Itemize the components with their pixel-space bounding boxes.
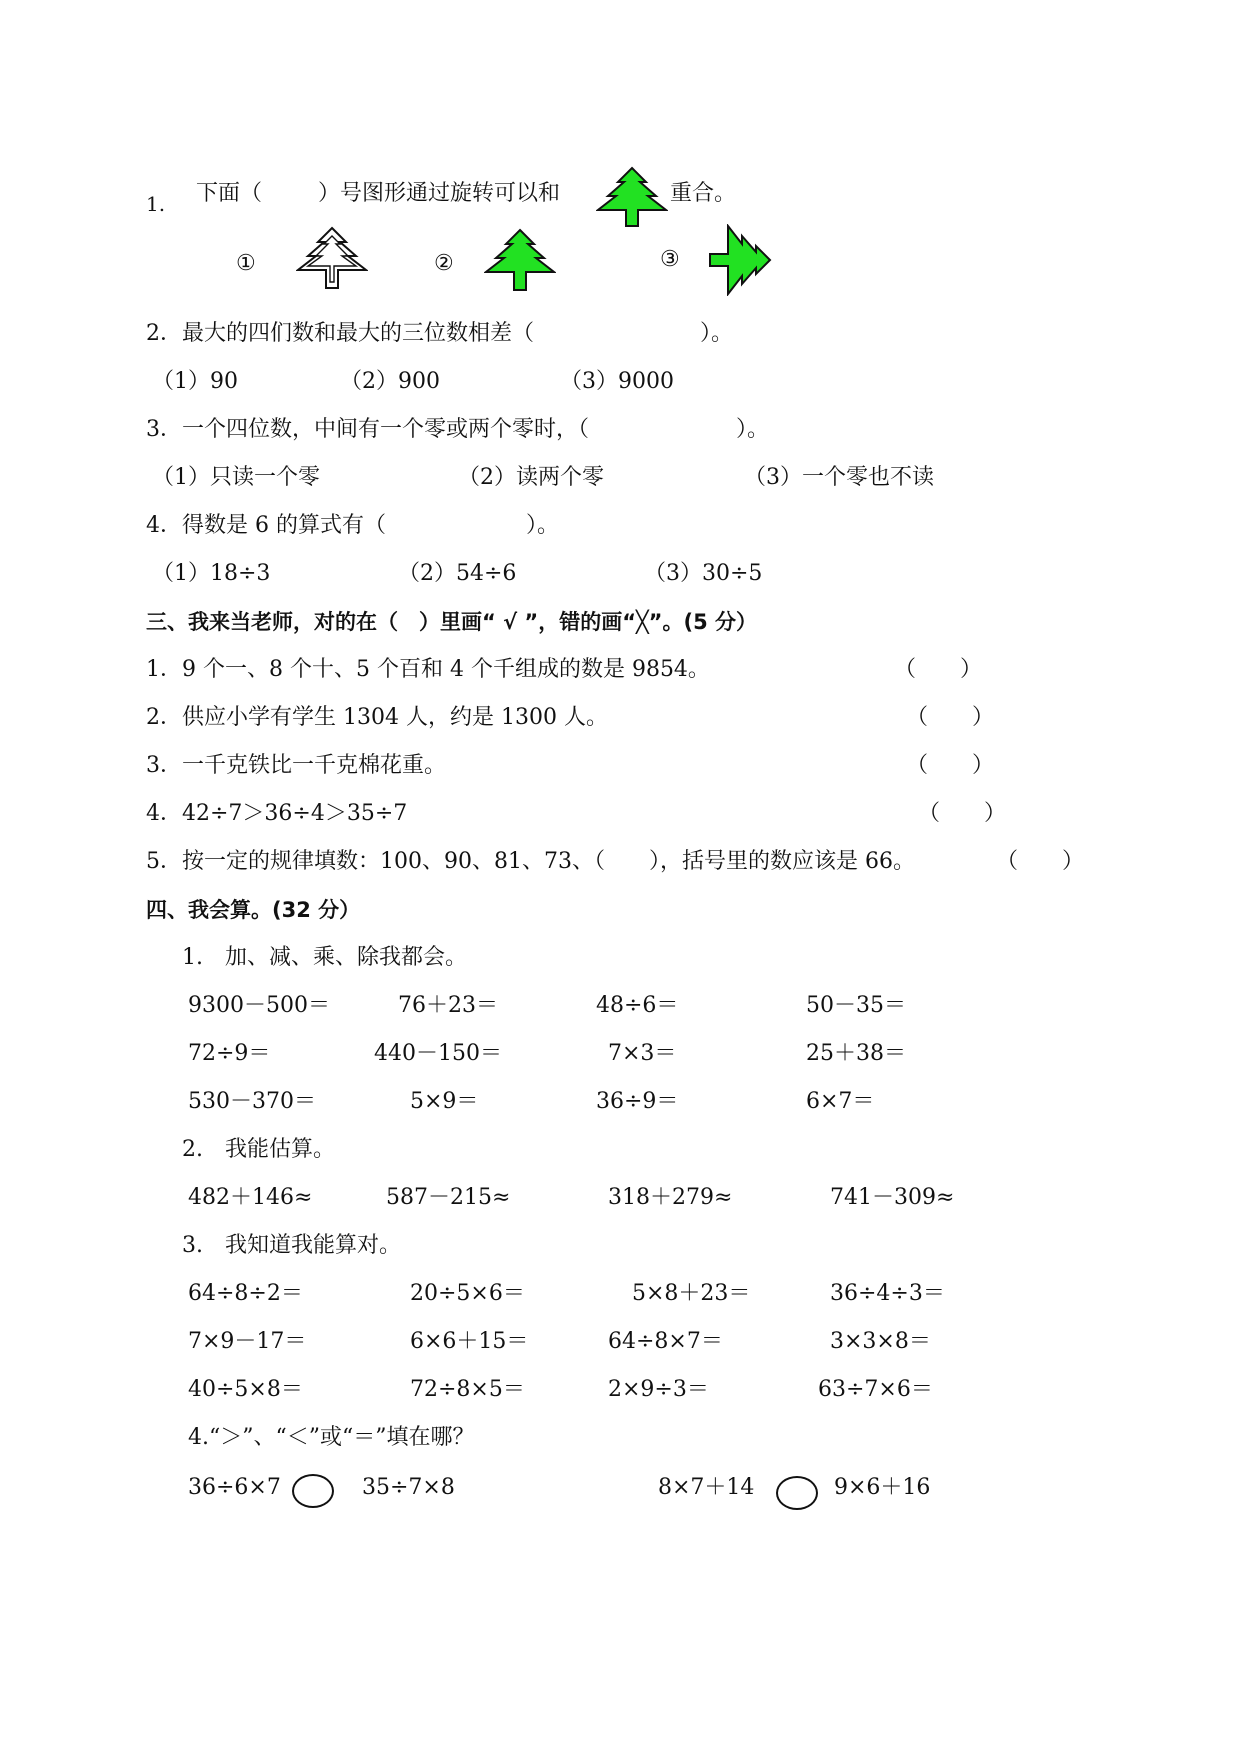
q2-text: 2．最大的四们数和最大的三位数相差（ <box>146 321 534 346</box>
compare-circle-1[interactable] <box>292 1474 334 1508</box>
calc-cell: 440－150＝ <box>374 1041 502 1066</box>
tree-rotated-icon <box>706 224 772 296</box>
q1-text-c: 重合。 <box>670 181 737 206</box>
q3-choice-3: （3）一个零也不读 <box>744 465 934 490</box>
part3-title: 3. 我知道我能算对。 <box>182 1233 401 1258</box>
mixed-cell: 7×9－17＝ <box>188 1329 307 1354</box>
mixed-cell: 2×9÷3＝ <box>608 1377 709 1402</box>
calc-cell: 36÷9＝ <box>596 1089 679 1114</box>
s3-paren-2[interactable]: （ ） <box>906 705 995 730</box>
s3-paren-1[interactable]: （ ） <box>894 657 983 682</box>
compare-left-2: 8×7＋14 <box>658 1475 755 1500</box>
estimate-cell: 587－215≈ <box>386 1185 511 1210</box>
tree-target-icon <box>596 166 668 228</box>
option-3-mark: ③ <box>660 247 680 272</box>
calc-cell: 5×9＝ <box>410 1089 479 1114</box>
q2-choice-1: （1）90 <box>152 369 238 394</box>
mixed-cell: 72÷8×5＝ <box>410 1377 525 1402</box>
s3-paren-4[interactable]: （ ） <box>918 801 1007 826</box>
q3-close: ）。 <box>736 417 770 442</box>
mixed-cell: 40÷5×8＝ <box>188 1377 303 1402</box>
q1-text-a: 下面（ <box>196 181 263 206</box>
calc-cell: 25＋38＝ <box>806 1041 906 1066</box>
calc-cell: 7×3＝ <box>608 1041 677 1066</box>
s3-item-2: 2．供应小学有学生 1304 人，约是 1300 人。 <box>146 705 608 730</box>
q2-close: ）。 <box>700 321 734 346</box>
mixed-cell: 6×6＋15＝ <box>410 1329 529 1354</box>
part4-title: 4.“＞”、“＜”或“＝”填在哪？ <box>188 1425 475 1450</box>
s3-item-1: 1．9 个一、8 个十、5 个百和 4 个千组成的数是 9854。 <box>146 657 710 682</box>
calc-cell: 48÷6＝ <box>596 993 679 1018</box>
calc-cell: 9300－500＝ <box>188 993 330 1018</box>
calc-cell: 76＋23＝ <box>398 993 498 1018</box>
compare-right-1: 35÷7×8 <box>362 1475 455 1500</box>
calc-cell: 72÷9＝ <box>188 1041 271 1066</box>
s3-item-5: 5．按一定的规律填数：100、90、81、73、（ ），括号里的数应该是 66。 <box>146 849 915 874</box>
q4-choice-2: （2）54÷6 <box>398 561 517 586</box>
calc-cell: 530－370＝ <box>188 1089 316 1114</box>
mixed-cell: 64÷8×7＝ <box>608 1329 723 1354</box>
option-2-mark: ② <box>434 251 454 276</box>
tree-outline-icon <box>296 226 368 290</box>
q2-choice-3: （3）9000 <box>560 369 674 394</box>
part2-title: 2. 我能估算。 <box>182 1137 335 1162</box>
q3-text: 3．一个四位数，中间有一个零或两个零时，（ <box>146 417 589 442</box>
estimate-cell: 318＋279≈ <box>608 1185 733 1210</box>
s3-item-4: 4．42÷7＞36÷4＞35÷7 <box>146 801 408 826</box>
mixed-cell: 64÷8÷2＝ <box>188 1281 303 1306</box>
estimate-cell: 741－309≈ <box>830 1185 955 1210</box>
mixed-cell: 5×8＋23＝ <box>632 1281 751 1306</box>
s3-paren-3[interactable]: （ ） <box>906 753 995 778</box>
q4-text: 4．得数是 6 的算式有（ <box>146 513 386 538</box>
calc-cell: 6×7＝ <box>806 1089 875 1114</box>
compare-circle-2[interactable] <box>776 1476 818 1510</box>
mixed-cell: 3×3×8＝ <box>830 1329 931 1354</box>
calc-cell: 50－35＝ <box>806 993 906 1018</box>
mixed-cell: 36÷4÷3＝ <box>830 1281 945 1306</box>
s3-paren-5[interactable]: （ ） <box>996 849 1085 874</box>
mixed-cell: 63÷7×6＝ <box>818 1377 933 1402</box>
q4-close: ）。 <box>526 513 560 538</box>
estimate-cell: 482＋146≈ <box>188 1185 313 1210</box>
q1-text-b: ）号图形通过旋转可以和 <box>318 181 561 206</box>
compare-left-1: 36÷6×7 <box>188 1475 281 1500</box>
q2-choice-2: （2）900 <box>340 369 440 394</box>
q4-choice-3: （3）30÷5 <box>644 561 763 586</box>
section4-heading: 四、我会算。(32 分） <box>146 898 361 922</box>
compare-right-2: 9×6＋16 <box>834 1475 931 1500</box>
q1-number: 1. <box>146 192 166 216</box>
s3-item-3: 3．一千克铁比一千克棉花重。 <box>146 753 446 778</box>
part1-title: 1. 加、减、乘、除我都会。 <box>182 945 467 970</box>
q4-choice-1: （1）18÷3 <box>152 561 271 586</box>
q3-choice-1: （1）只读一个零 <box>152 465 320 490</box>
section3-heading: 三、我来当老师，对的在（ ）里画“ √ ”，错的画“╳”。(5 分） <box>146 610 757 634</box>
option-1-mark: ① <box>236 251 256 276</box>
tree-green-icon <box>484 228 556 292</box>
q3-choice-2: （2）读两个零 <box>458 465 604 490</box>
mixed-cell: 20÷5×6＝ <box>410 1281 525 1306</box>
